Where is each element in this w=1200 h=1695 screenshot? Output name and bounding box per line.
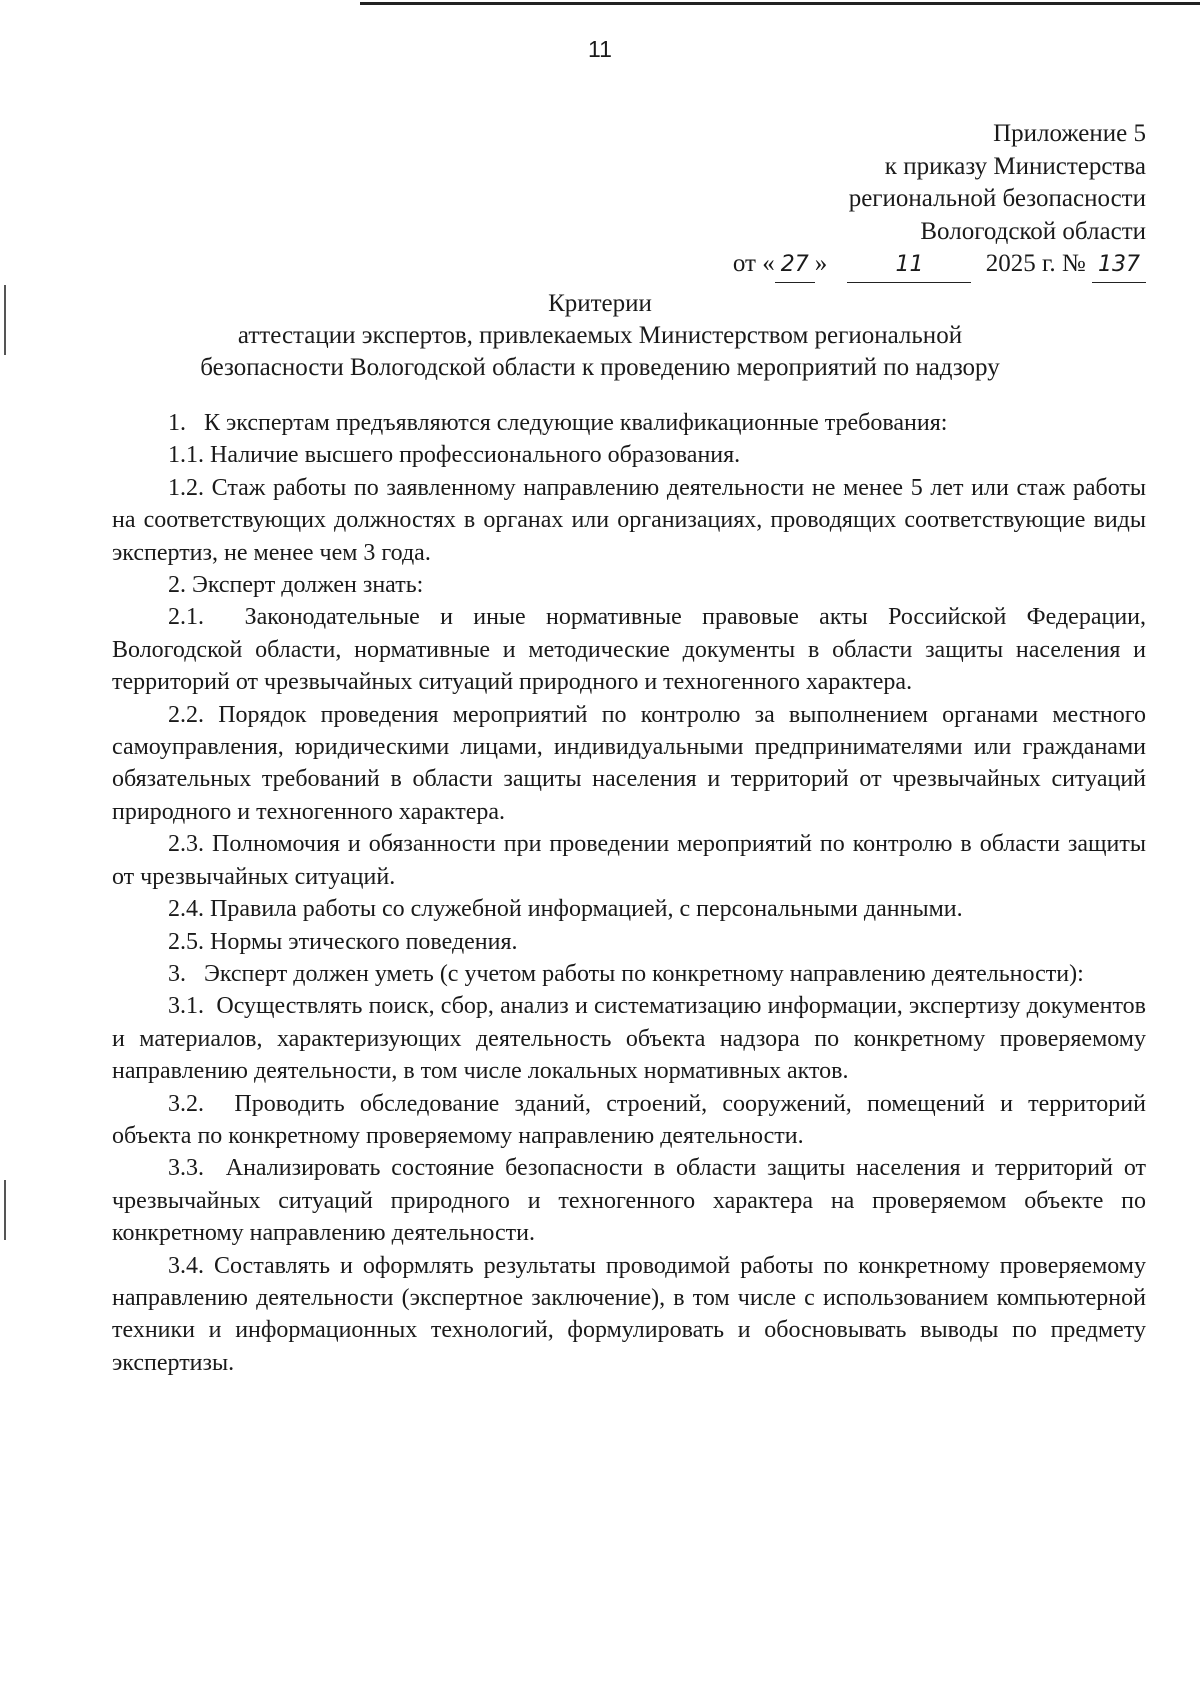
paragraph-3-2: 3.2. Проводить обследование зданий, строений, сооружений, помещений и территорий объекта по конкретному проверяемому направлению деятельности. [112, 1090, 1146, 1149]
handwritten-number: 137 [1092, 249, 1146, 283]
paragraph-3: 3. Эксперт должен уметь (с учетом работы по конкретному направлению деятельности): [168, 960, 1084, 987]
date-mid: » [814, 250, 828, 277]
appendix-line: региональной безопасности [848, 185, 1146, 212]
paragraph-1-2: 1.2. Стаж работы по заявленному направлению деятельности не менее 5 лет или стаж работы на соответствующих должностях в органах или организациях, проводящих соответствующие виды экспертиз, не менее чем 3 года. [112, 474, 1146, 566]
paragraph-2-5: 2.5. Нормы этического поведения. [168, 928, 518, 955]
handwritten-day: 27 [775, 249, 815, 283]
date-year: 2025 г. № [985, 250, 1086, 277]
title-subtitle: безопасности Вологодской области к проведению мероприятий по надзору [200, 354, 1000, 381]
paragraph-2-2: 2.2. Порядок проведения мероприятий по контролю за выполнением органами местного самоуправления, юридическими лицами, индивидуальными предпринимателями или гражданами обязательных требований в области защиты населения и территорий от чрезвычайных ситуаций природного и техногенного характера. [112, 701, 1146, 825]
paragraph-1-1: 1.1. Наличие высшего профессионального образования. [168, 442, 741, 469]
paragraph-1: 1. К экспертам предъявляются следующие квалификационные требования: [168, 410, 948, 436]
page-number: 11 [588, 36, 612, 62]
paragraph-3-3: 3.3. Анализировать состояние безопасности в области защиты населения и территорий от чрезвычайных ситуаций природного и техногенного характера на проверяемом объекте по конкретному направлению деятельности. [112, 1155, 1146, 1247]
paragraph-3-1: 3.1. Осуществлять поиск, сбор, анализ и систематизацию информации, экспертизу документов и материалов, характеризующих деятельность объекта надзора по конкретному проверяемому направлению деятельности, в том числе локальных нормативных актов. [112, 993, 1146, 1085]
paragraph-2-1: 2.1. Законодательные и иные нормативные правовые акты Российской Федерации, Вологодской области, нормативные и методические документы в области защиты населения и территорий от чрезвычайных ситуаций природного и техногенного характера. [112, 604, 1146, 696]
paragraph-2-3: 2.3. Полномочия и обязанности при проведении мероприятий по контролю в области защиты от чрезвычайных ситуаций. [112, 831, 1146, 890]
document-title [0, 288, 1200, 384]
date-prefix: от « [732, 250, 775, 277]
title-subtitle: аттестации экспертов, привлекаемых Министерством региональной [237, 322, 963, 349]
paragraph-3-4: 3.4. Составлять и оформлять результаты проводимой работы по конкретному проверяемому направлению деятельности (экспертное заключение), в том числе с использованием компьютерной техники и информационных технологий, формулировать и обосновывать выводы по предмету экспертизы. [112, 1252, 1146, 1376]
document-body [112, 407, 1146, 1379]
appendix-line: к приказу Министерства [884, 152, 1146, 180]
top-border-line [360, 2, 1200, 5]
title-heading: Критерии [548, 290, 652, 317]
appendix-date-line [733, 248, 1146, 283]
appendix-header [733, 118, 1146, 283]
paragraph-2: 2. Эксперт должен знать: [168, 572, 424, 599]
scan-edge-mark [4, 1180, 6, 1240]
handwritten-month: 11 [847, 249, 971, 283]
paragraph-2-4: 2.4. Правила работы со служебной информацией, с персональными данными. [168, 896, 963, 923]
appendix-line: Приложение 5 [993, 120, 1146, 147]
appendix-line: Вологодской области [920, 217, 1146, 245]
